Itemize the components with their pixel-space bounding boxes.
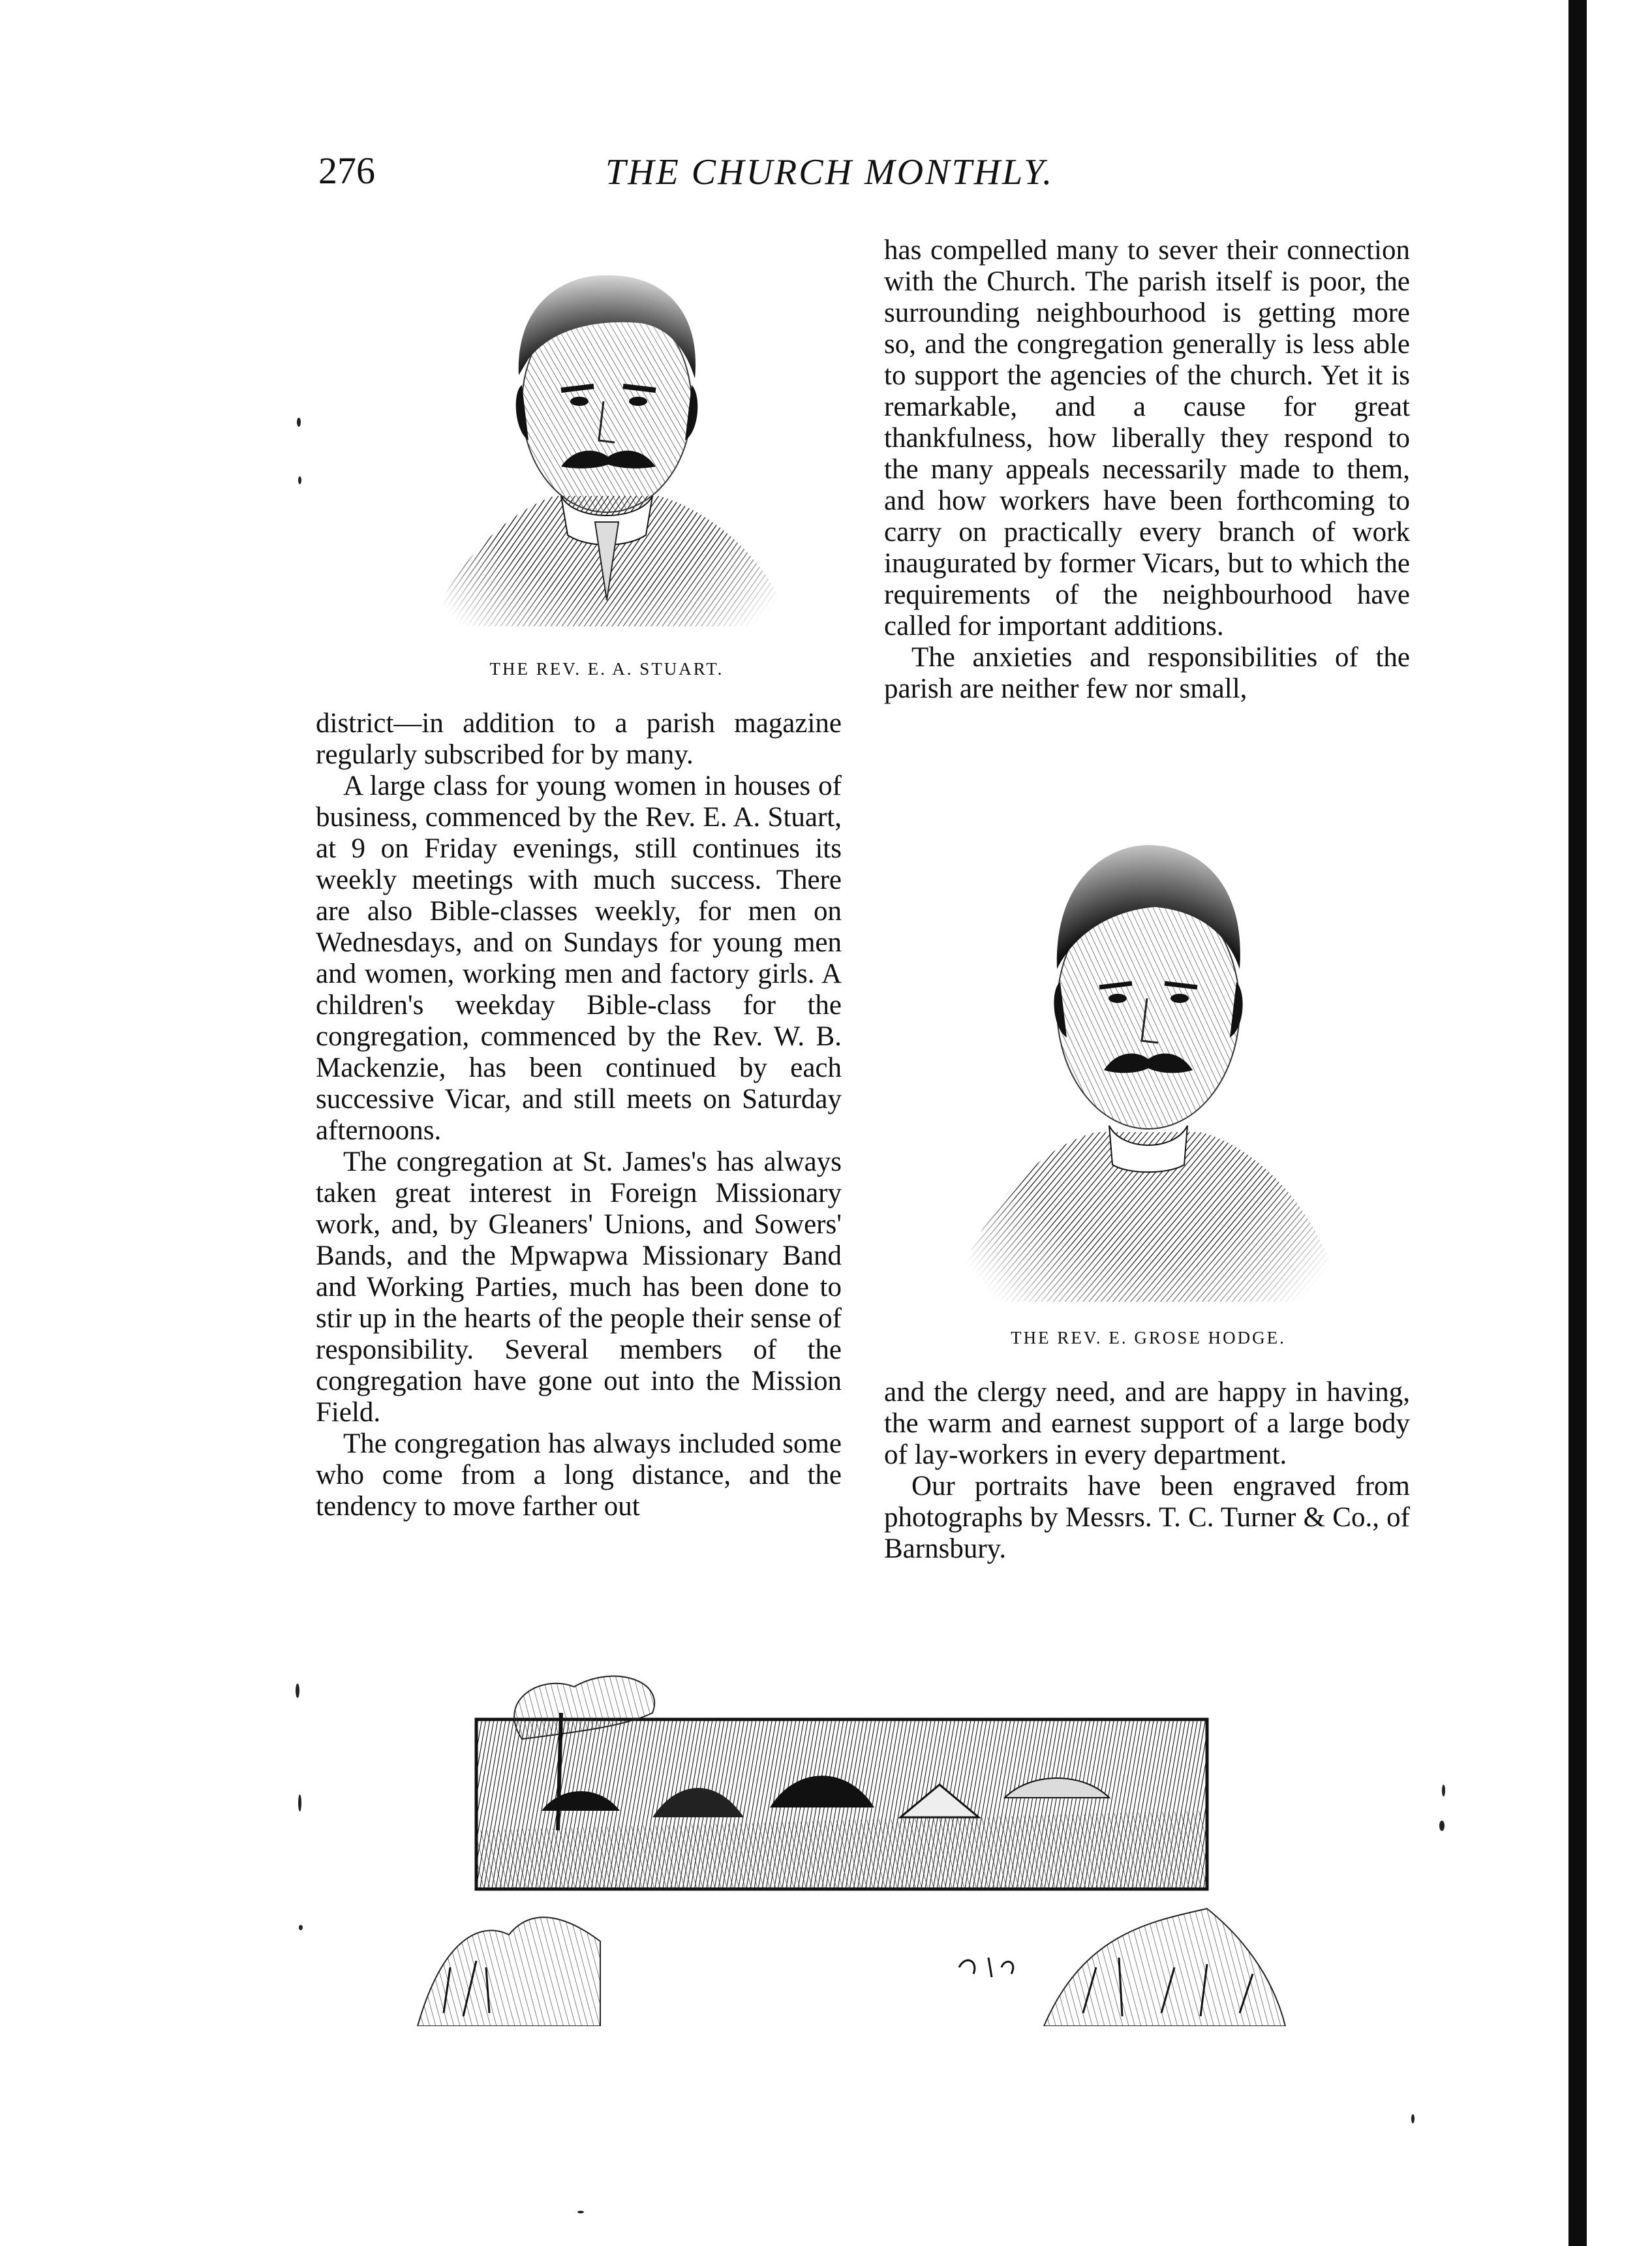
running-header: [318, 149, 1114, 208]
body-column-right-bottom: [884, 1377, 1410, 1565]
portrait-caption-stuart: THE REV. E. A. STUART.: [489, 659, 724, 679]
paragraph: has compelled many to sever their connection with the Church. The parish itself is poor, the surrounding neighbourhood is getting more so, and the congregation generally is less able to support the agencies of the church. Yet it is remarkable, and a cause for great thankfulness, how liberally they respond to the many appeals necessarily made to them, and how workers have been forthcoming to carry on practically every branch of work inaugurated by former Vicars, but to which the requirements of the neighbourhood have called for important additions.: [884, 235, 1410, 641]
paragraph: The anxieties and responsibilities of the parish are neither few nor small,: [884, 642, 1410, 704]
paragraph: A large class for young women in houses of business, commenced by the Rev. E. A. Stuart, at 9 on Friday evenings, still continues its weekly meetings with much success. There are also Bible-classes weekly, for men on Wednesdays, and on Sundays for young men and women, working men and factory girls. A children's weekday Bible-class for the congregation, commenced by the Rev. W. B. Mackenzie, has been continued by each successive Vicar, and still meets on Saturday afternoons.: [316, 771, 842, 1146]
page-edge-rule: [1568, 0, 1587, 2246]
margin-speck: [577, 2211, 584, 2213]
margin-speck: [1411, 2114, 1415, 2123]
paragraph: district—in addition to a parish magazine regularly subscribed for by many.: [316, 708, 842, 770]
paragraph: and the clergy need, and are happy in having, the warm and earnest support of a large body of lay-workers in every department.: [884, 1377, 1410, 1470]
running-title: THE CHURCH MONTHLY.: [605, 152, 1054, 192]
margin-speck: [299, 1925, 303, 1930]
margin-speck: [297, 418, 301, 427]
paragraph: The congregation has always included some who come from a long distance, and the tendency to move farther out: [316, 1428, 842, 1522]
margin-speck: [1442, 1785, 1445, 1796]
portrait-caption-hodge: THE REV. E. GROSE HODGE.: [1011, 1328, 1286, 1347]
page-number: 276: [318, 149, 375, 192]
margin-speck: [298, 1794, 301, 1811]
margin-speck: [298, 476, 301, 484]
body-column-left: [316, 708, 842, 1522]
paragraph: Our portraits have been engraved from photographs by Messrs. T. C. Turner & Co., of Barnsbury.: [884, 1471, 1410, 1564]
landscape-vignette: [405, 1661, 1298, 2026]
paragraph: The congregation at St. James's has always taken great interest in Foreign Missionary work, and, by Gleaners' Unions, and Sowers' Bands, and the Mpwapwa Missionary Band and Working Parties, much has been done to stir up in the hearts of the people their sense of responsibility. Several members of the congregation have gone out into the Mission Field.: [316, 1146, 842, 1428]
engraved-portrait-icon: [933, 819, 1364, 1315]
engraved-portrait-icon: [405, 261, 809, 639]
margin-speck: [296, 1684, 299, 1698]
engraver-signature-mark: [959, 1958, 1013, 1977]
portrait-hodge: [933, 819, 1364, 1315]
portrait-stuart: [405, 261, 809, 639]
margin-speck: [1439, 1821, 1445, 1831]
body-column-right-top: [884, 235, 1410, 705]
engraved-landscape-icon: [405, 1661, 1298, 2026]
